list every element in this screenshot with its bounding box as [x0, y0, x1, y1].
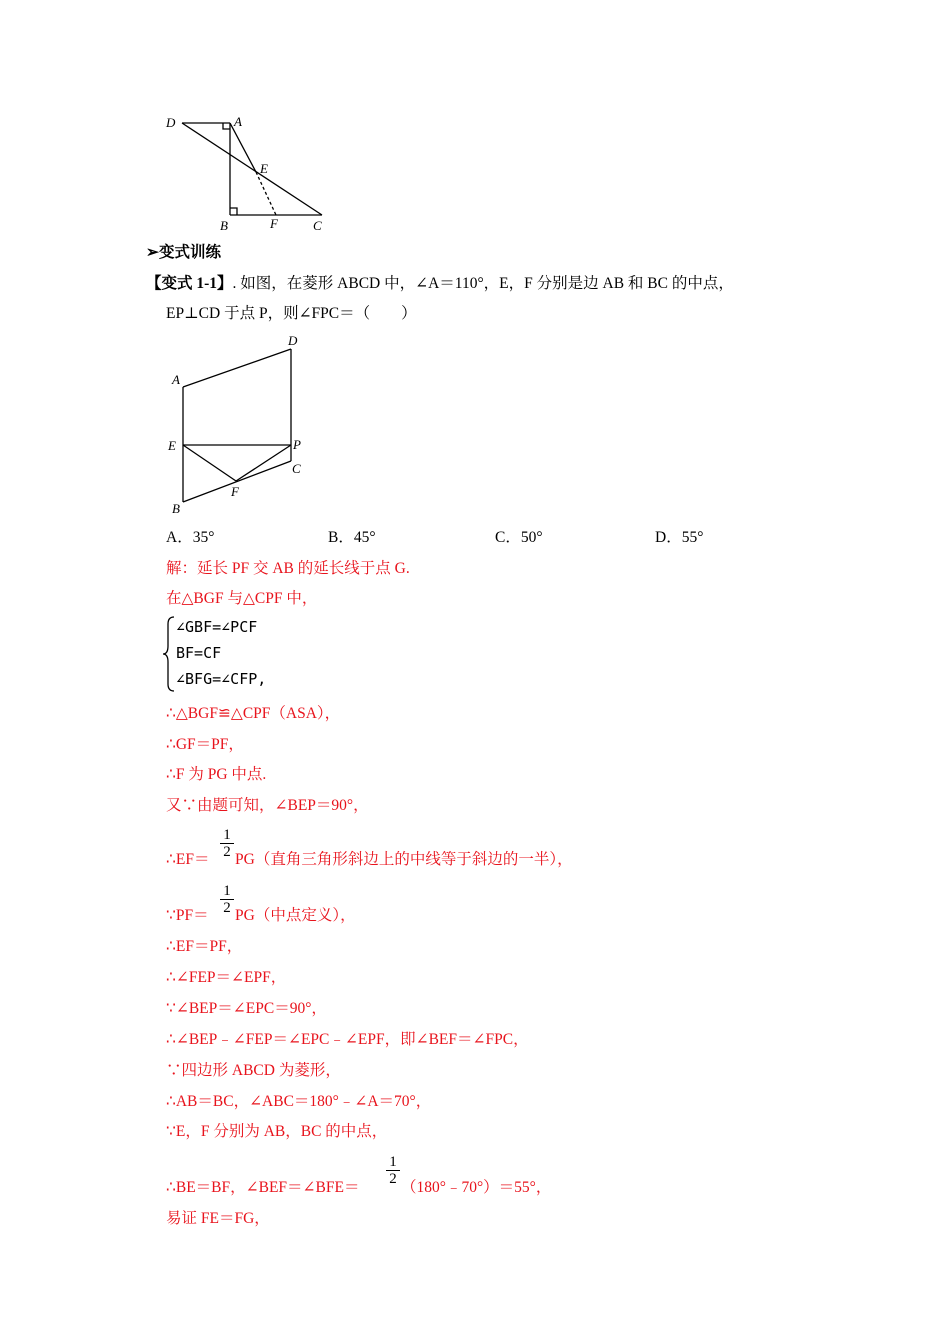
label-b: B — [172, 501, 180, 516]
segment-ad — [183, 349, 291, 387]
solution-line-3: ∴△BGF≌△CPF（ASA）， — [166, 705, 341, 722]
solution-line-4: ∴GF＝PF， — [166, 736, 244, 753]
section-title-text: 变式训练 — [159, 244, 222, 261]
solution-line-16-prefix: ∴BE＝BF，∠BEF＝∠BFE＝ — [166, 1179, 360, 1196]
option-c: C．50° — [495, 529, 543, 546]
arrow-bullet-icon: ➢ — [146, 244, 159, 261]
label-e: E — [260, 161, 268, 176]
solution-line-17: 易证 FE＝FG， — [166, 1210, 270, 1227]
solution-line-12: ∴∠BEP﹣∠FEP＝∠EPC﹣∠EPF，即∠BEF＝∠FPC， — [166, 1031, 529, 1048]
label-a: A — [172, 372, 180, 387]
question-line-1 — [146, 274, 734, 294]
fraction-3 — [386, 1154, 400, 1187]
solution-line-1: 解：延长 PF 交 AB 的延长线于点 G. — [166, 560, 410, 577]
segment-ae — [230, 123, 256, 172]
figure-2-diagram — [160, 330, 320, 520]
solution-line-8-prefix: ∵PF＝ — [166, 907, 209, 924]
solution-line-8-suffix: PG（中点定义）， — [235, 907, 356, 924]
option-b: B．45° — [328, 529, 376, 546]
fraction-1-denominator: 2 — [223, 844, 231, 860]
option-d: D．55° — [655, 529, 704, 546]
label-a: A — [234, 114, 242, 129]
brace-line-2: BF=CF — [176, 644, 222, 662]
solution-line-7-suffix: PG（直角三角形斜边上的中线等于斜边的一半）， — [235, 851, 573, 868]
question-tag: 【变式 1-1】 — [146, 275, 233, 292]
solution-line-14: ∴AB＝BC，∠ABC＝180°﹣∠A＝70°， — [166, 1093, 432, 1110]
solution-line-6: 又∵由题可知，∠BEP＝90°， — [166, 797, 369, 814]
option-a: A．35° — [166, 529, 215, 546]
label-f: F — [270, 216, 278, 231]
question-line-2: EP⊥CD 于点 P，则∠FPC＝（ ） — [166, 305, 417, 322]
fraction-2 — [220, 883, 234, 916]
solution-line-16-suffix: （180°﹣70°）＝55°， — [401, 1179, 552, 1196]
question-text-1: . 如图，在菱形 ABCD 中，∠A＝110°，E，F 分别是边 AB 和 BC 的中点， — [232, 275, 734, 292]
solution-line-2: 在△BGF 与△CPF 中， — [166, 590, 318, 607]
fraction-2-denominator: 2 — [223, 900, 231, 916]
fraction-1 — [220, 827, 234, 860]
right-angle-b — [230, 208, 237, 215]
solution-line-13: ∵四边形 ABCD 为菱形， — [166, 1062, 341, 1079]
label-c: C — [292, 461, 301, 476]
label-d: D — [166, 115, 176, 130]
solution-line-15: ∵E，F 分别为 AB，BC 的中点， — [166, 1123, 388, 1140]
fraction-1-numerator: 1 — [223, 827, 231, 843]
label-p: P — [293, 437, 301, 452]
brace-line-3: ∠BFG=∠CFP, — [176, 670, 267, 688]
label-e: E — [168, 438, 176, 453]
solution-line-5: ∴F 为 PG 中点. — [166, 766, 267, 783]
segment-dc — [182, 123, 322, 215]
left-brace-icon — [162, 616, 176, 692]
fraction-3-numerator: 1 — [389, 1154, 397, 1170]
segment-ef — [183, 445, 236, 481]
label-c: C — [313, 218, 322, 233]
brace-line-1: ∠GBF=∠PCF — [176, 618, 258, 636]
label-b: B — [220, 218, 228, 233]
right-angle-a — [223, 123, 230, 129]
fraction-3-denominator: 2 — [389, 1171, 397, 1187]
solution-line-11: ∵∠BEP＝∠EPC＝90°， — [166, 1000, 327, 1017]
solution-line-9: ∴EF＝PF， — [166, 938, 243, 955]
section-title — [146, 243, 221, 263]
figure-1-diagram — [160, 112, 340, 237]
solution-line-7-prefix: ∴EF＝ — [166, 851, 210, 868]
solution-line-10: ∴∠FEP＝∠EPF， — [166, 969, 287, 986]
label-f: F — [231, 484, 239, 499]
label-d: D — [288, 333, 298, 348]
segment-fp — [236, 445, 291, 481]
fraction-2-numerator: 1 — [223, 883, 231, 899]
